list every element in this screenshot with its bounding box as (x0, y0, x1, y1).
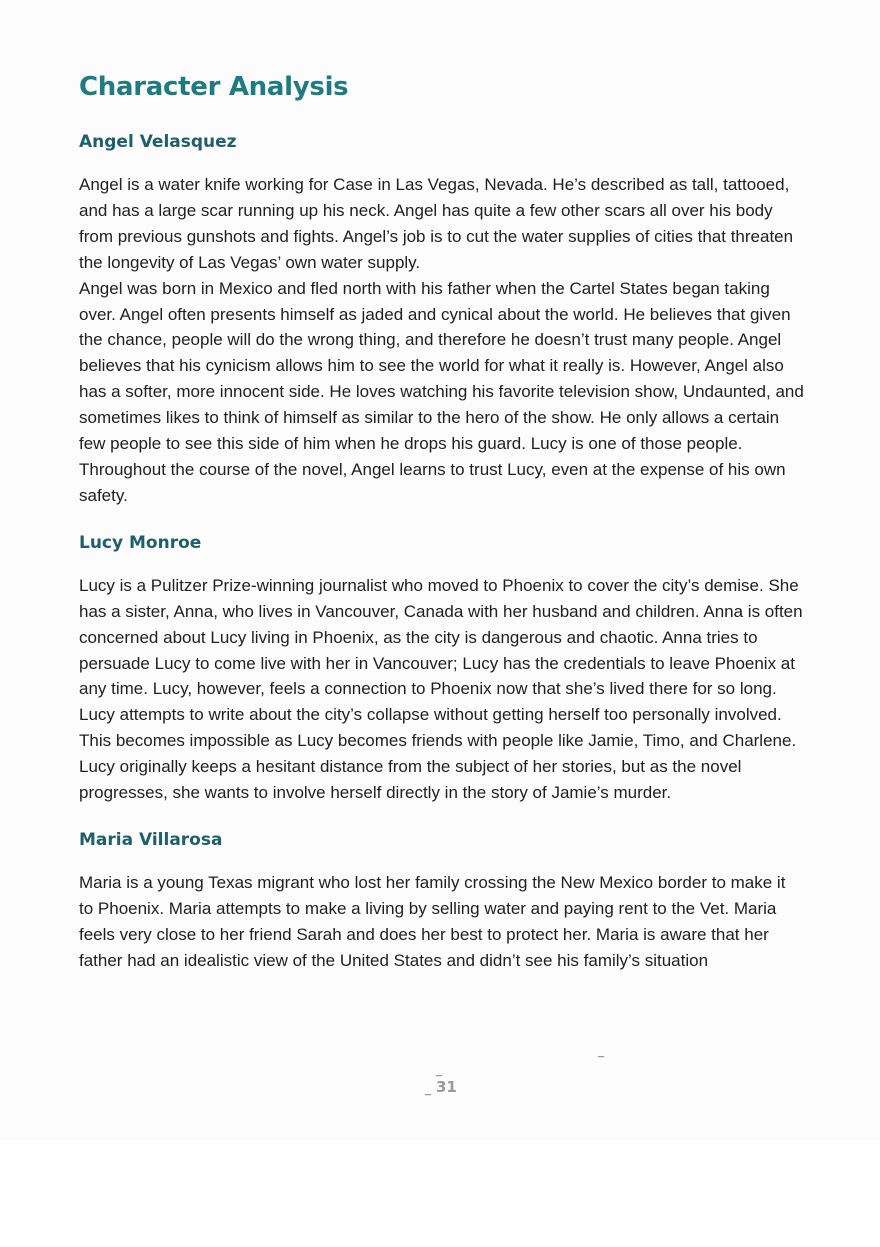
section-paragraph: Angel was born in Mexico and fled north with his father when the Cartel States began taking over. Angel often presents himself as jaded and cynical about the world. He believes that given the chance, people will do the wrong thing, and therefore he doesn’t trust many people. Angel believes that his cynicism allows him to see the world for what it really is. However, Angel also has a softer, more innocent side. He loves watching his favorite television show, Undaunted, and sometimes likes to think of himself as similar to the hero of the show. He only allows a certain few people to see this side of him when he drops his guard. Lucy is one of those people. Throughout the course of the novel, Angel learns to trust Lucy, even at the expense of his own safety. (79, 278, 804, 505)
footer-mark: _ (425, 1084, 432, 1096)
section-paragraph: Lucy is a Pulitzer Prize-winning journalist who moved to Phoenix to cover the city’s demise. She has a sister, Anna, who lives in Vancouver, Canada with her husband and children. Anna is often concerned about Lucy living in Phoenix, as the city is dangerous and chaotic. Anna tries to persuade Lucy to come live with her in Vancouver; Lucy has the credentials to leave Phoenix at any time. Lucy, however, feels a connection to Phoenix now that she’s lived there for so long. Lucy attempts to write about the city’s collapse without getting herself too personally involved. This becomes impossible as Lucy becomes friends with people like Jamie, Timo, and Charlene. Lucy originally keeps a hesitant distance from the subject of her stories, but as the novel progresses, she wants to involve herself directly in the story of Jamie’s murder. (79, 575, 803, 803)
page-number: 31 (436, 1078, 457, 1096)
section-paragraph: Angel is a water knife working for Case in Las Vegas, Nevada. He’s described as tall, tattooed, and has a large scar running up his neck. Angel has quite a few other scars all over his body from previous gunshots and fights. Angel’s job is to cut the water supplies of cities that threaten the longevity of Las Vegas’ own water supply. (79, 175, 794, 272)
section-heading-lucy: Lucy Monroe (79, 532, 202, 553)
page-content (79, 68, 804, 974)
section-paragraph: Maria is a young Texas migrant who lost her family crossing the New Mexico border to make it to Phoenix. Maria attempts to make a living by selling water and paying rent to the Vet. Maria feels very close to her friend Sarah and does her best to protect her. Maria is aware that her father had an idealistic view of the United States and didn’t see his family’s situation (79, 872, 786, 970)
footer-mark: _ (598, 1046, 605, 1058)
section-heading-maria: Maria Villarosa (79, 829, 223, 850)
footer-mark: _ (436, 1065, 443, 1077)
section-heading-angel: Angel Velasquez (79, 132, 237, 152)
page-title: Character Analysis (79, 72, 349, 102)
